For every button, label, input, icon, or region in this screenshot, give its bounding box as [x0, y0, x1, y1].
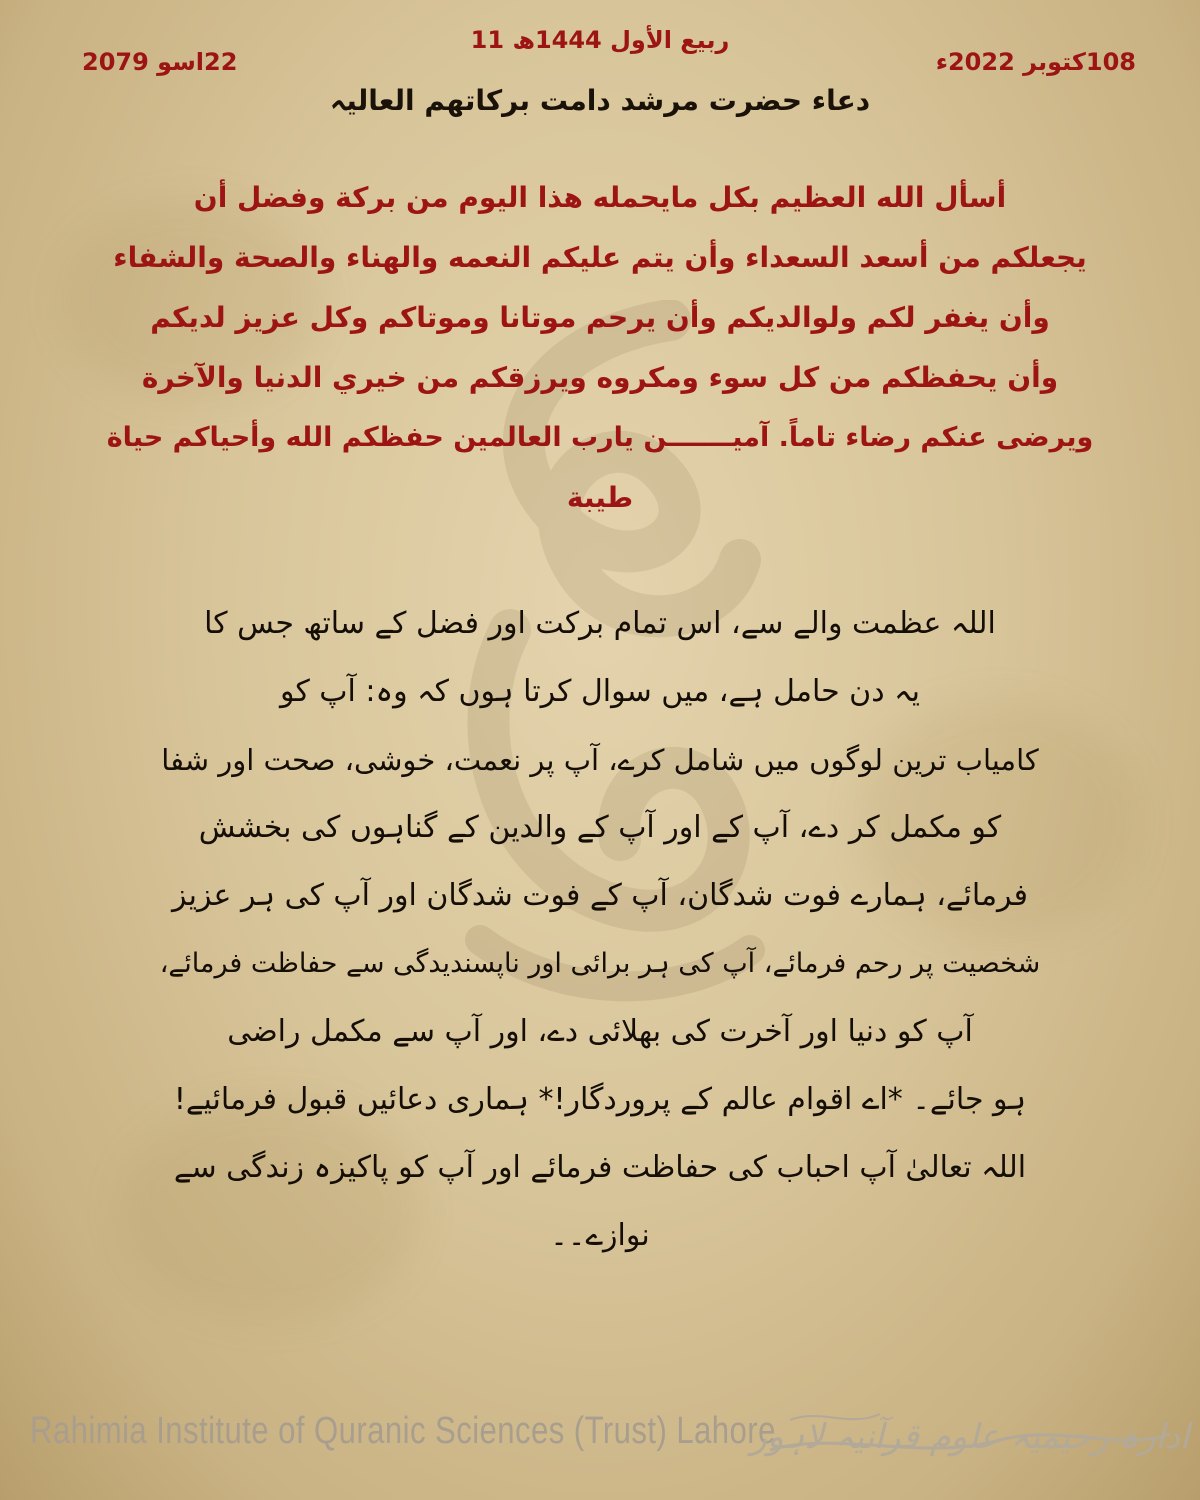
urdu-line: ہو جائے۔ *اے اقوام عالم کے پروردگار!* ہماری دعائیں قبول فرمائیے! — [173, 1082, 1027, 1117]
hijri-date: 11 ربیع الأول 1444ھ — [470, 26, 730, 54]
page-title: دعاء حضرت مرشد دامت برکاتھم العالیہ — [329, 84, 871, 117]
urdu-line: شخصیت پر رحم فرمائے، آپ کی ہر برائی اور ناپسندیدگی سے حفاظت فرمائے، — [159, 948, 1041, 979]
arabic-line: وأن یحفظکم من کل سوء ومکروه ویرزقکم من خیري الدنیا والآخرة — [141, 361, 1059, 394]
arabic-line: أسأل الله العظیم بکل مایحمله هذا الیوم من برکة وفضل أن — [193, 181, 1007, 214]
arabic-line: وأن یغفر لکم ولوالدیکم وأن یرحم موتانا وموتاکم وکل عزیز لدیکم — [150, 301, 1050, 334]
urdu-translation — [150, 590, 1050, 1270]
arabic-line: یجعلکم من أسعد السعداء وأن یتم علیکم النعمه والهناء والصحة والشفاء — [113, 241, 1087, 274]
arabic-line: ویرضی عنکم رضاء تاماً. آمیـــــــن یارب العالمین حفظکم الله وأحیاکم حیاة — [106, 422, 1094, 453]
footer — [0, 1400, 1200, 1480]
institute-name-english: Rahimia Institute of Quranic Sciences (Trust) Lahore — [30, 1410, 776, 1452]
urdu-line: نوازے۔۔ — [550, 1218, 650, 1253]
urdu-line: یہ دن حامل ہے، میں سوال کرتا ہوں کہ وہ: آپ کو — [279, 674, 921, 709]
arabic-dua — [100, 168, 1100, 528]
urdu-line: فرمائے، ہمارے فوت شدگان، آپ کے فوت شدگان اور آپ کی ہر عزیز — [172, 878, 1028, 913]
urdu-line: کو مکمل کر دے، آپ کے اور آپ کے والدین کے گناہوں کی بخشش — [198, 810, 1002, 845]
urdu-line: اللہ تعالیٰ آپ احباب کی حفاظت فرمائے اور آپ کو پاکیزہ زندگی سے — [173, 1150, 1027, 1185]
institute-logo — [750, 1400, 1190, 1472]
institute-name-urdu: ادارہ رحیمیہ علوم قرآنیہ لاہور — [750, 1416, 1190, 1457]
urdu-line: اللہ عظمت والے سے، اس تمام برکت اور فضل کے ساتھ جس کا — [204, 606, 996, 641]
urdu-line: آپ کو دنیا اور آخرت کی بھلائی دے، اور آپ سے مکمل راضی — [227, 1014, 973, 1049]
urdu-line: کامیاب ترین لوگوں میں شامل کرے، آپ پر نعمت، خوشی، صحت اور شفا — [161, 743, 1039, 777]
gregorian-date: 108کتوبر 2022ء — [935, 48, 1136, 76]
arabic-line: طیبة — [566, 481, 634, 514]
bikrami-date: 22اسو 2079 — [82, 48, 238, 76]
